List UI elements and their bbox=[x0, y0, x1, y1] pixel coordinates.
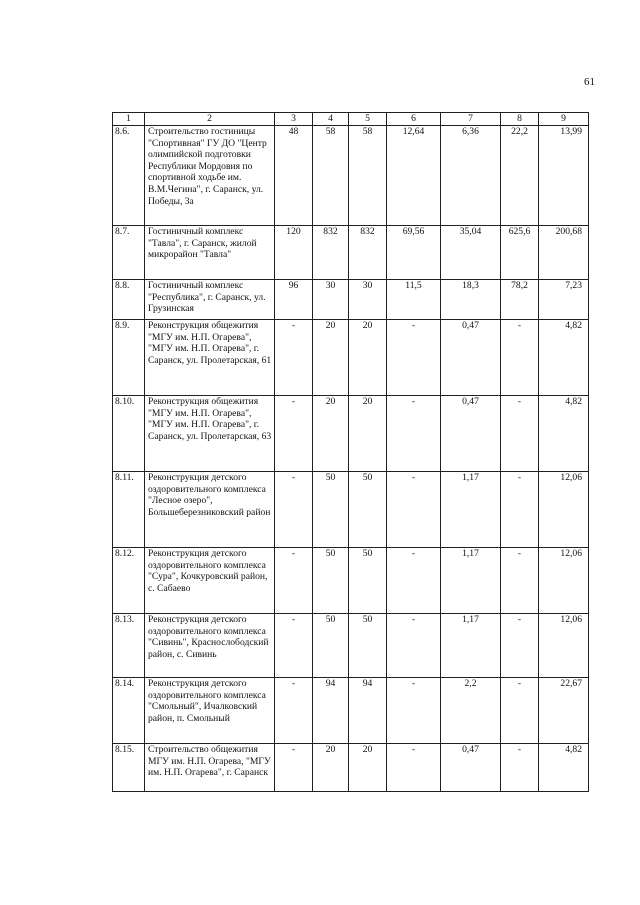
cell-col-8: - bbox=[501, 678, 539, 744]
cell-col-4: 94 bbox=[313, 678, 349, 744]
cell-col-5: 50 bbox=[349, 472, 387, 548]
table-body bbox=[113, 126, 589, 792]
cell-col-9: 7,23 bbox=[539, 280, 589, 320]
column-header-1: 1 bbox=[113, 113, 145, 126]
table-row bbox=[113, 678, 589, 744]
row-number: 8.14. bbox=[113, 678, 145, 744]
cell-col-5: 832 bbox=[349, 226, 387, 280]
cell-col-9: 12,06 bbox=[539, 548, 589, 614]
cell-col-4: 20 bbox=[313, 744, 349, 792]
cell-col-8: - bbox=[501, 472, 539, 548]
table-row bbox=[113, 614, 589, 678]
cell-col-5: 50 bbox=[349, 614, 387, 678]
cell-col-4: 30 bbox=[313, 280, 349, 320]
cell-col-9: 200,68 bbox=[539, 226, 589, 280]
column-header-4: 4 bbox=[313, 113, 349, 126]
column-header-2: 2 bbox=[145, 113, 275, 126]
cell-col-9: 4,82 bbox=[539, 744, 589, 792]
row-object-name: Гостиничный комплекс "Республика", г. Саранск, ул. Грузинская bbox=[145, 280, 275, 320]
cell-col-5: 20 bbox=[349, 744, 387, 792]
table-header bbox=[113, 113, 589, 126]
data-table bbox=[112, 112, 589, 792]
row-number: 8.12. bbox=[113, 548, 145, 614]
row-number: 8.6. bbox=[113, 126, 145, 226]
cell-col-9: 4,82 bbox=[539, 396, 589, 472]
row-number: 8.10. bbox=[113, 396, 145, 472]
column-header-9: 9 bbox=[539, 113, 589, 126]
cell-col-8: 78,2 bbox=[501, 280, 539, 320]
cell-col-6: - bbox=[387, 472, 441, 548]
cell-col-6: 69,56 bbox=[387, 226, 441, 280]
cell-col-3: - bbox=[275, 548, 313, 614]
cell-col-8: - bbox=[501, 744, 539, 792]
row-object-name: Реконструкция детского оздоровительного комплекса "Сивинь", Краснослободский район, с. Сивинь bbox=[145, 614, 275, 678]
cell-col-9: 4,82 bbox=[539, 320, 589, 396]
row-object-name: Реконструкция детского оздоровительного комплекса "Лесное озеро", Большеберезниковский район bbox=[145, 472, 275, 548]
cell-col-7: 0,47 bbox=[441, 396, 501, 472]
cell-col-5: 20 bbox=[349, 320, 387, 396]
table-row bbox=[113, 472, 589, 548]
row-object-name: Реконструкция общежития "МГУ им. Н.П. Огарева", "МГУ им. Н.П. Огарева", г. Саранск, ул. Пролетарская, 61 bbox=[145, 320, 275, 396]
table-container bbox=[112, 112, 588, 792]
table-row bbox=[113, 744, 589, 792]
table-row bbox=[113, 280, 589, 320]
cell-col-4: 58 bbox=[313, 126, 349, 226]
cell-col-5: 20 bbox=[349, 396, 387, 472]
cell-col-3: 120 bbox=[275, 226, 313, 280]
row-number: 8.15. bbox=[113, 744, 145, 792]
column-header-8: 8 bbox=[501, 113, 539, 126]
table-row bbox=[113, 226, 589, 280]
cell-col-3: - bbox=[275, 744, 313, 792]
table-row bbox=[113, 548, 589, 614]
row-object-name: Гостиничный комплекс "Тавла", г. Саранск, жилой микрорайон "Тавла" bbox=[145, 226, 275, 280]
cell-col-9: 12,06 bbox=[539, 614, 589, 678]
cell-col-5: 58 bbox=[349, 126, 387, 226]
cell-col-9: 22,67 bbox=[539, 678, 589, 744]
cell-col-7: 1,17 bbox=[441, 472, 501, 548]
cell-col-8: 22,2 bbox=[501, 126, 539, 226]
cell-col-3: 96 bbox=[275, 280, 313, 320]
column-header-6: 6 bbox=[387, 113, 441, 126]
cell-col-7: 0,47 bbox=[441, 320, 501, 396]
row-object-name: Строительство гостиницы "Спортивная" ГУ ДО "Центр олимпийской подготовки Республики Мордовия по спортивной ходьбе им. В.М.Чегина", г. Саранск, ул. Победы, 3а bbox=[145, 126, 275, 226]
cell-col-5: 50 bbox=[349, 548, 387, 614]
cell-col-8: - bbox=[501, 396, 539, 472]
cell-col-3: - bbox=[275, 472, 313, 548]
cell-col-6: - bbox=[387, 614, 441, 678]
cell-col-8: 625,6 bbox=[501, 226, 539, 280]
cell-col-7: 0,47 bbox=[441, 744, 501, 792]
cell-col-6: 12,64 bbox=[387, 126, 441, 226]
row-object-name: Строительство общежития МГУ им. Н.П. Огарева, "МГУ им. Н.П. Огарева", г. Саранск bbox=[145, 744, 275, 792]
cell-col-3: - bbox=[275, 678, 313, 744]
row-number: 8.8. bbox=[113, 280, 145, 320]
cell-col-7: 1,17 bbox=[441, 548, 501, 614]
column-header-5: 5 bbox=[349, 113, 387, 126]
cell-col-5: 30 bbox=[349, 280, 387, 320]
row-object-name: Реконструкция детского оздоровительного комплекса "Смольный", Ичалковский район, п. Смольный bbox=[145, 678, 275, 744]
cell-col-9: 13,99 bbox=[539, 126, 589, 226]
row-number: 8.9. bbox=[113, 320, 145, 396]
cell-col-6: - bbox=[387, 548, 441, 614]
cell-col-5: 94 bbox=[349, 678, 387, 744]
cell-col-4: 832 bbox=[313, 226, 349, 280]
cell-col-7: 1,17 bbox=[441, 614, 501, 678]
cell-col-6: - bbox=[387, 320, 441, 396]
cell-col-4: 50 bbox=[313, 614, 349, 678]
column-header-7: 7 bbox=[441, 113, 501, 126]
cell-col-7: 6,36 bbox=[441, 126, 501, 226]
page-number: 61 bbox=[584, 76, 595, 88]
cell-col-3: - bbox=[275, 396, 313, 472]
cell-col-7: 2,2 bbox=[441, 678, 501, 744]
cell-col-3: - bbox=[275, 614, 313, 678]
table-row bbox=[113, 320, 589, 396]
cell-col-4: 20 bbox=[313, 396, 349, 472]
header-row bbox=[113, 113, 589, 126]
cell-col-6: - bbox=[387, 744, 441, 792]
cell-col-3: 48 bbox=[275, 126, 313, 226]
cell-col-3: - bbox=[275, 320, 313, 396]
cell-col-4: 50 bbox=[313, 472, 349, 548]
cell-col-9: 12,06 bbox=[539, 472, 589, 548]
row-number: 8.11. bbox=[113, 472, 145, 548]
cell-col-8: - bbox=[501, 614, 539, 678]
row-object-name: Реконструкция детского оздоровительного комплекса "Сура", Кочкуровский район, с. Сабаево bbox=[145, 548, 275, 614]
cell-col-4: 50 bbox=[313, 548, 349, 614]
cell-col-8: - bbox=[501, 548, 539, 614]
table-row bbox=[113, 126, 589, 226]
cell-col-7: 35,04 bbox=[441, 226, 501, 280]
row-number: 8.13. bbox=[113, 614, 145, 678]
row-object-name: Реконструкция общежития "МГУ им. Н.П. Огарева", "МГУ им. Н.П. Огарева", г. Саранск, ул. Пролетарская, 63 bbox=[145, 396, 275, 472]
column-header-3: 3 bbox=[275, 113, 313, 126]
row-number: 8.7. bbox=[113, 226, 145, 280]
cell-col-6: 11,5 bbox=[387, 280, 441, 320]
table-row bbox=[113, 396, 589, 472]
cell-col-6: - bbox=[387, 396, 441, 472]
cell-col-7: 18,3 bbox=[441, 280, 501, 320]
cell-col-6: - bbox=[387, 678, 441, 744]
cell-col-8: - bbox=[501, 320, 539, 396]
cell-col-4: 20 bbox=[313, 320, 349, 396]
